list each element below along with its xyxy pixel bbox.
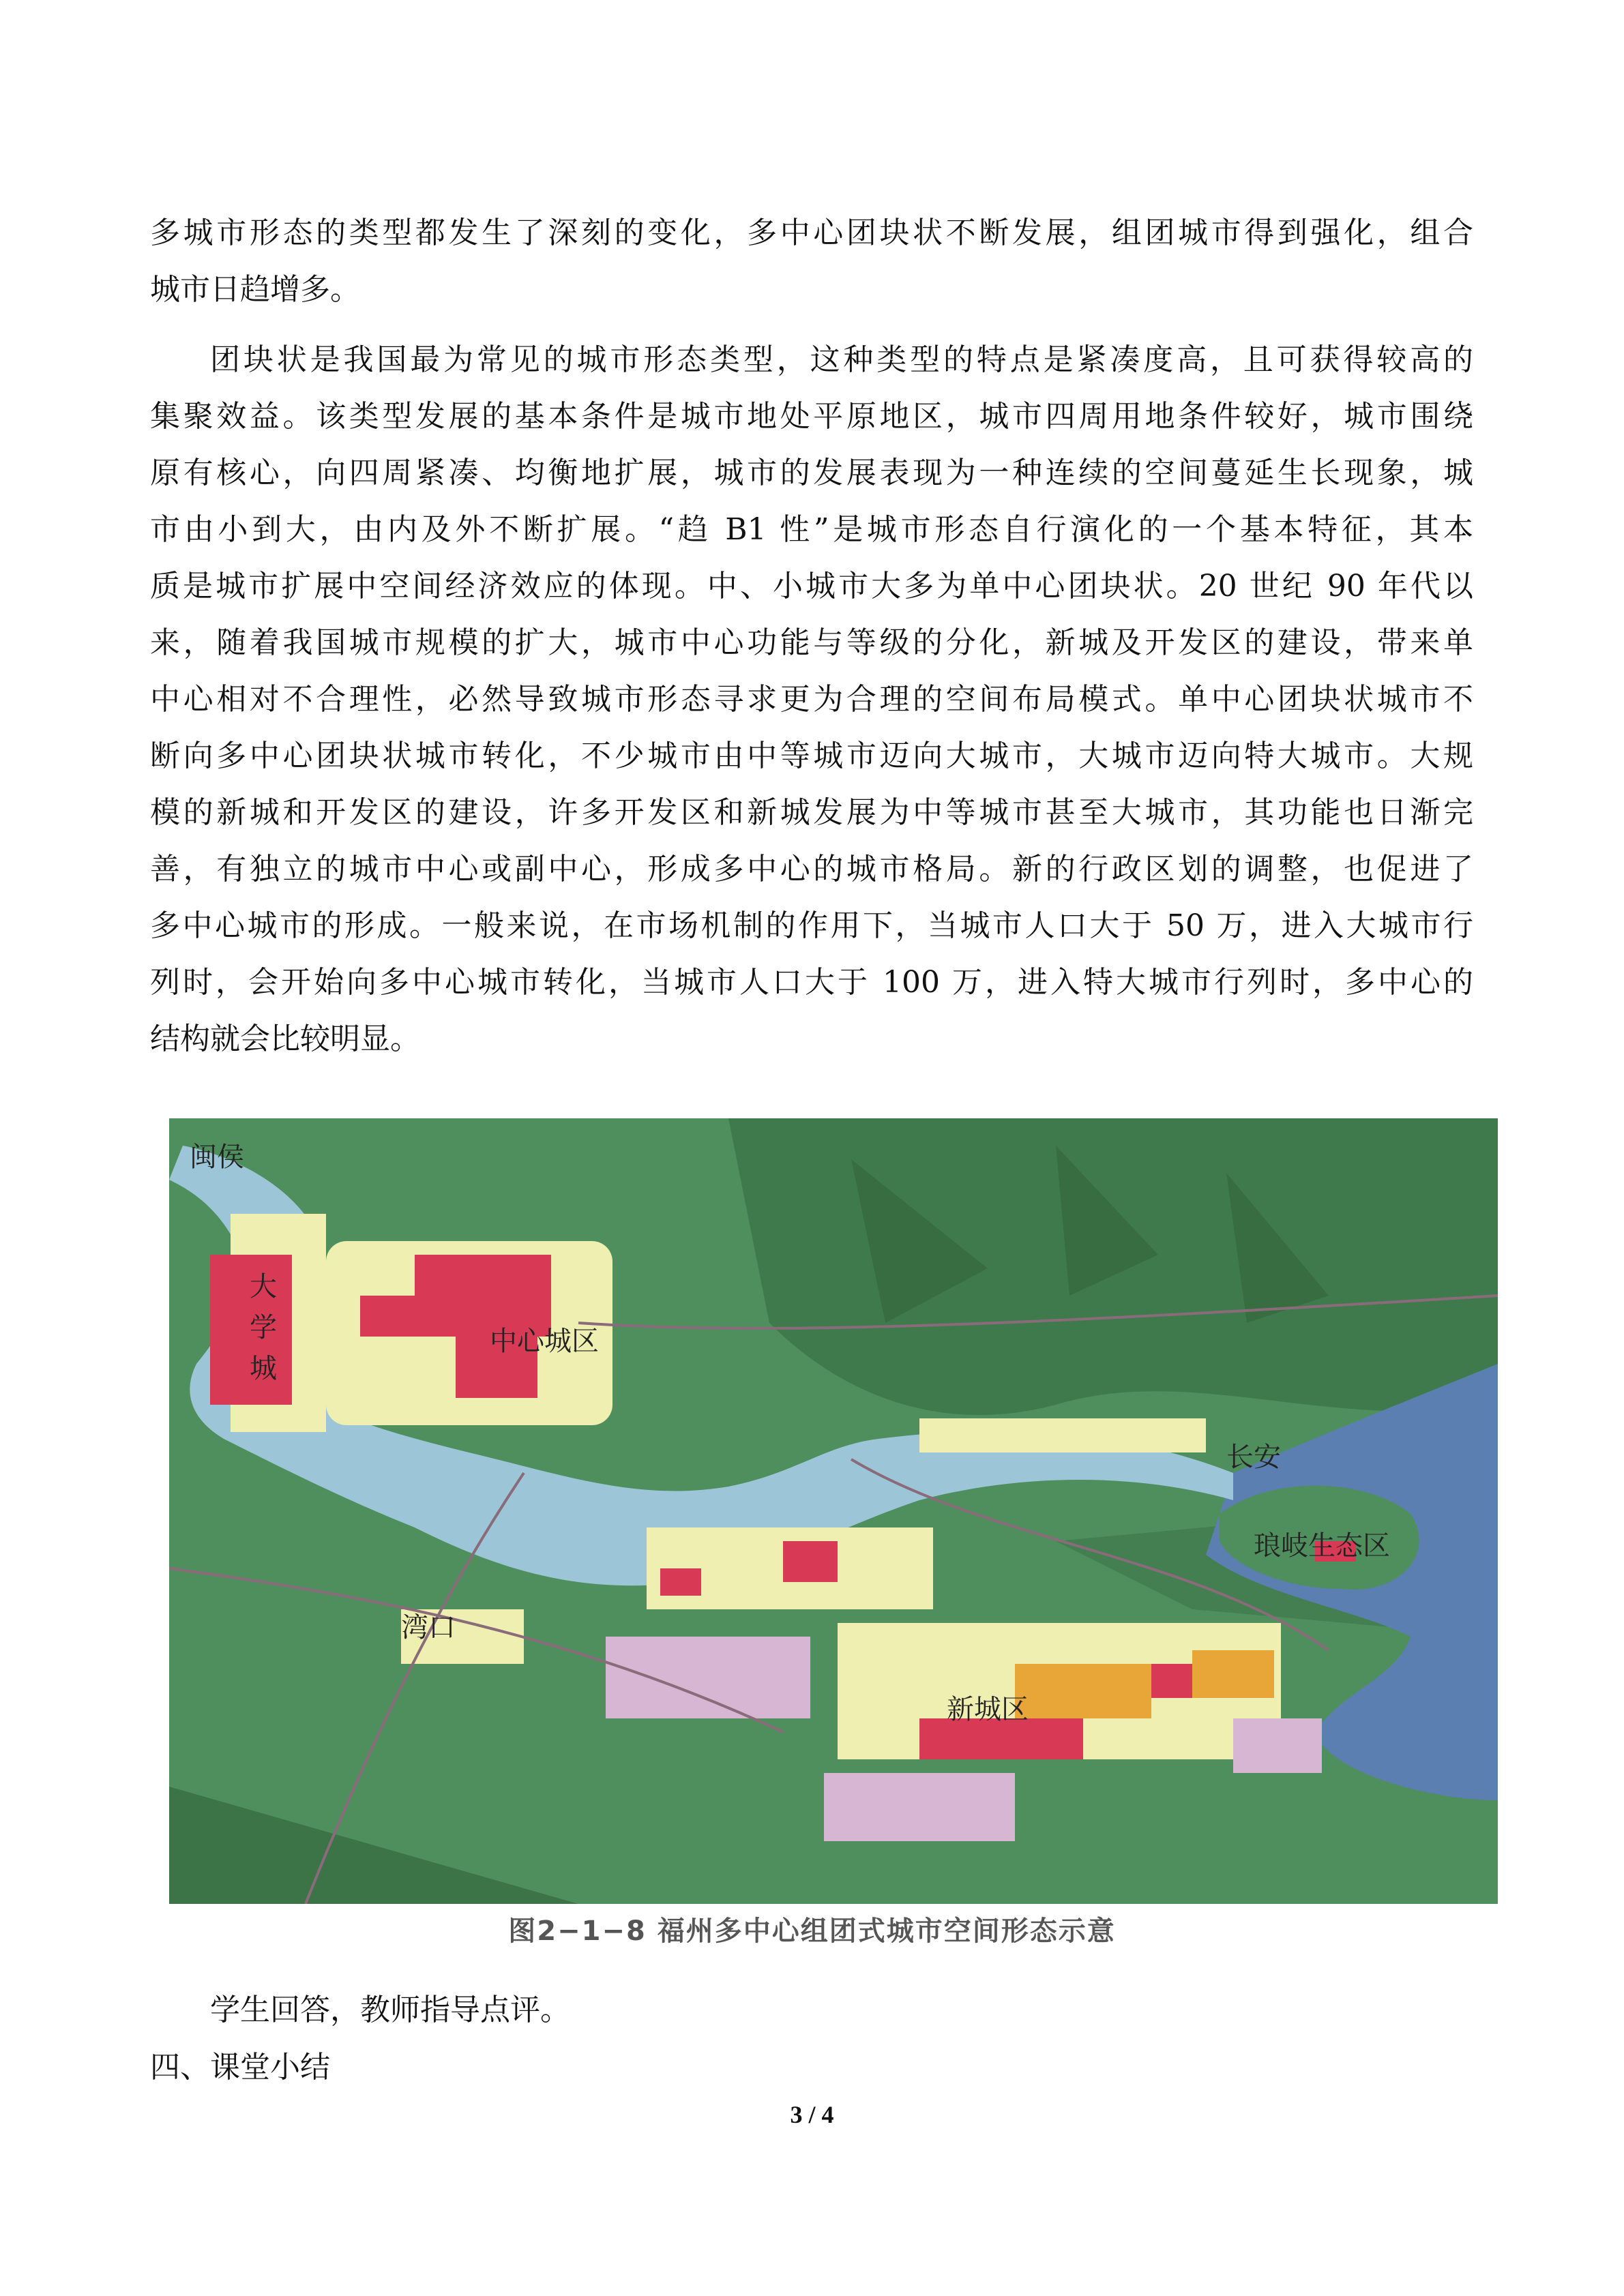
map-label-wankou: 湾口 xyxy=(401,1612,456,1643)
map-label-newcity: 新城区 xyxy=(947,1694,1029,1725)
section-heading: 四、课堂小结 xyxy=(150,2050,330,2085)
text-line: 质是城市扩展中空间经济效应的体现。中、小城市大多为单中心团块状。20 世纪 90 年代以 xyxy=(150,569,1473,603)
paragraph-2 xyxy=(150,331,1473,1067)
text-line: 断向多中心团块状城市转化，不少城市由中等城市迈向大城市，大城市迈向特大城市。大规 xyxy=(150,739,1473,773)
map-label-langqi: 琅岐生态区 xyxy=(1254,1530,1390,1562)
map-label-university-1: 大 xyxy=(250,1271,277,1302)
city-map-image xyxy=(169,1118,1498,1904)
map-label-changan: 长安 xyxy=(1226,1442,1281,1473)
text-line: 城市日趋增多。 xyxy=(150,272,360,307)
map-label-university-3: 城 xyxy=(250,1353,277,1384)
text-line: 来，随着我国城市规模的扩大，城市中心功能与等级的分化，新城及开发区的建设，带来单 xyxy=(150,625,1473,660)
text-line: 善，有独立的城市中心或副中心，形成多中心的城市格局。新的行政区划的调整，也促进了 xyxy=(150,852,1473,886)
map-label-center: 中心城区 xyxy=(490,1326,599,1357)
text-line: 模的新城和开发区的建设，许多开发区和新城发展为中等城市甚至大城市，其功能也日渐完 xyxy=(150,795,1473,830)
text-line: 集聚效益。该类型发展的基本条件是城市地处平原地区，城市四周用地条件较好，城市围绕 xyxy=(150,399,1473,434)
page-number: 3 / 4 xyxy=(790,2101,834,2128)
text-line: 市由小到大，由内及外不断扩展。“趋 B1 性”是城市形态自行演化的一个基本特征，其本 xyxy=(150,512,1473,547)
figure-caption: 图2−1−8 福州多中心组团式城市空间形态示意 xyxy=(508,1915,1116,1947)
text-line: 原有核心，向四周紧凑、均衡地扩展，城市的发展表现为一种连续的空间蔓延生长现象，城 xyxy=(150,456,1473,490)
paragraph-1 xyxy=(150,205,1473,318)
student-answer-line: 学生回答，教师指导点评。 xyxy=(210,1993,570,2027)
text-line: 多中心城市的形成。一般来说，在市场机制的作用下，当城市人口大于 50 万，进入大城市行 xyxy=(150,908,1473,943)
fuzhou-city-map-figure xyxy=(169,1118,1498,1904)
text-line: 中心相对不合理性，必然导致城市形态寻求更为合理的空间布局模式。单中心团块状城市不 xyxy=(150,682,1473,717)
map-label-minhou: 闽侯 xyxy=(190,1142,244,1173)
text-line: 列时，会开始向多中心城市转化，当城市人口大于 100 万，进入特大城市行列时，多中心的 xyxy=(150,965,1473,1000)
text-line: 多城市形态的类型都发生了深刻的变化，多中心团块状不断发展，组团城市得到强化，组合 xyxy=(150,215,1473,250)
text-line: 团块状是我国最为常见的城市形态类型，这种类型的特点是紧凑度高，且可获得较高的 xyxy=(210,342,1473,377)
map-label-university-2: 学 xyxy=(250,1312,277,1343)
text-line: 结构就会比较明显。 xyxy=(150,1022,420,1056)
